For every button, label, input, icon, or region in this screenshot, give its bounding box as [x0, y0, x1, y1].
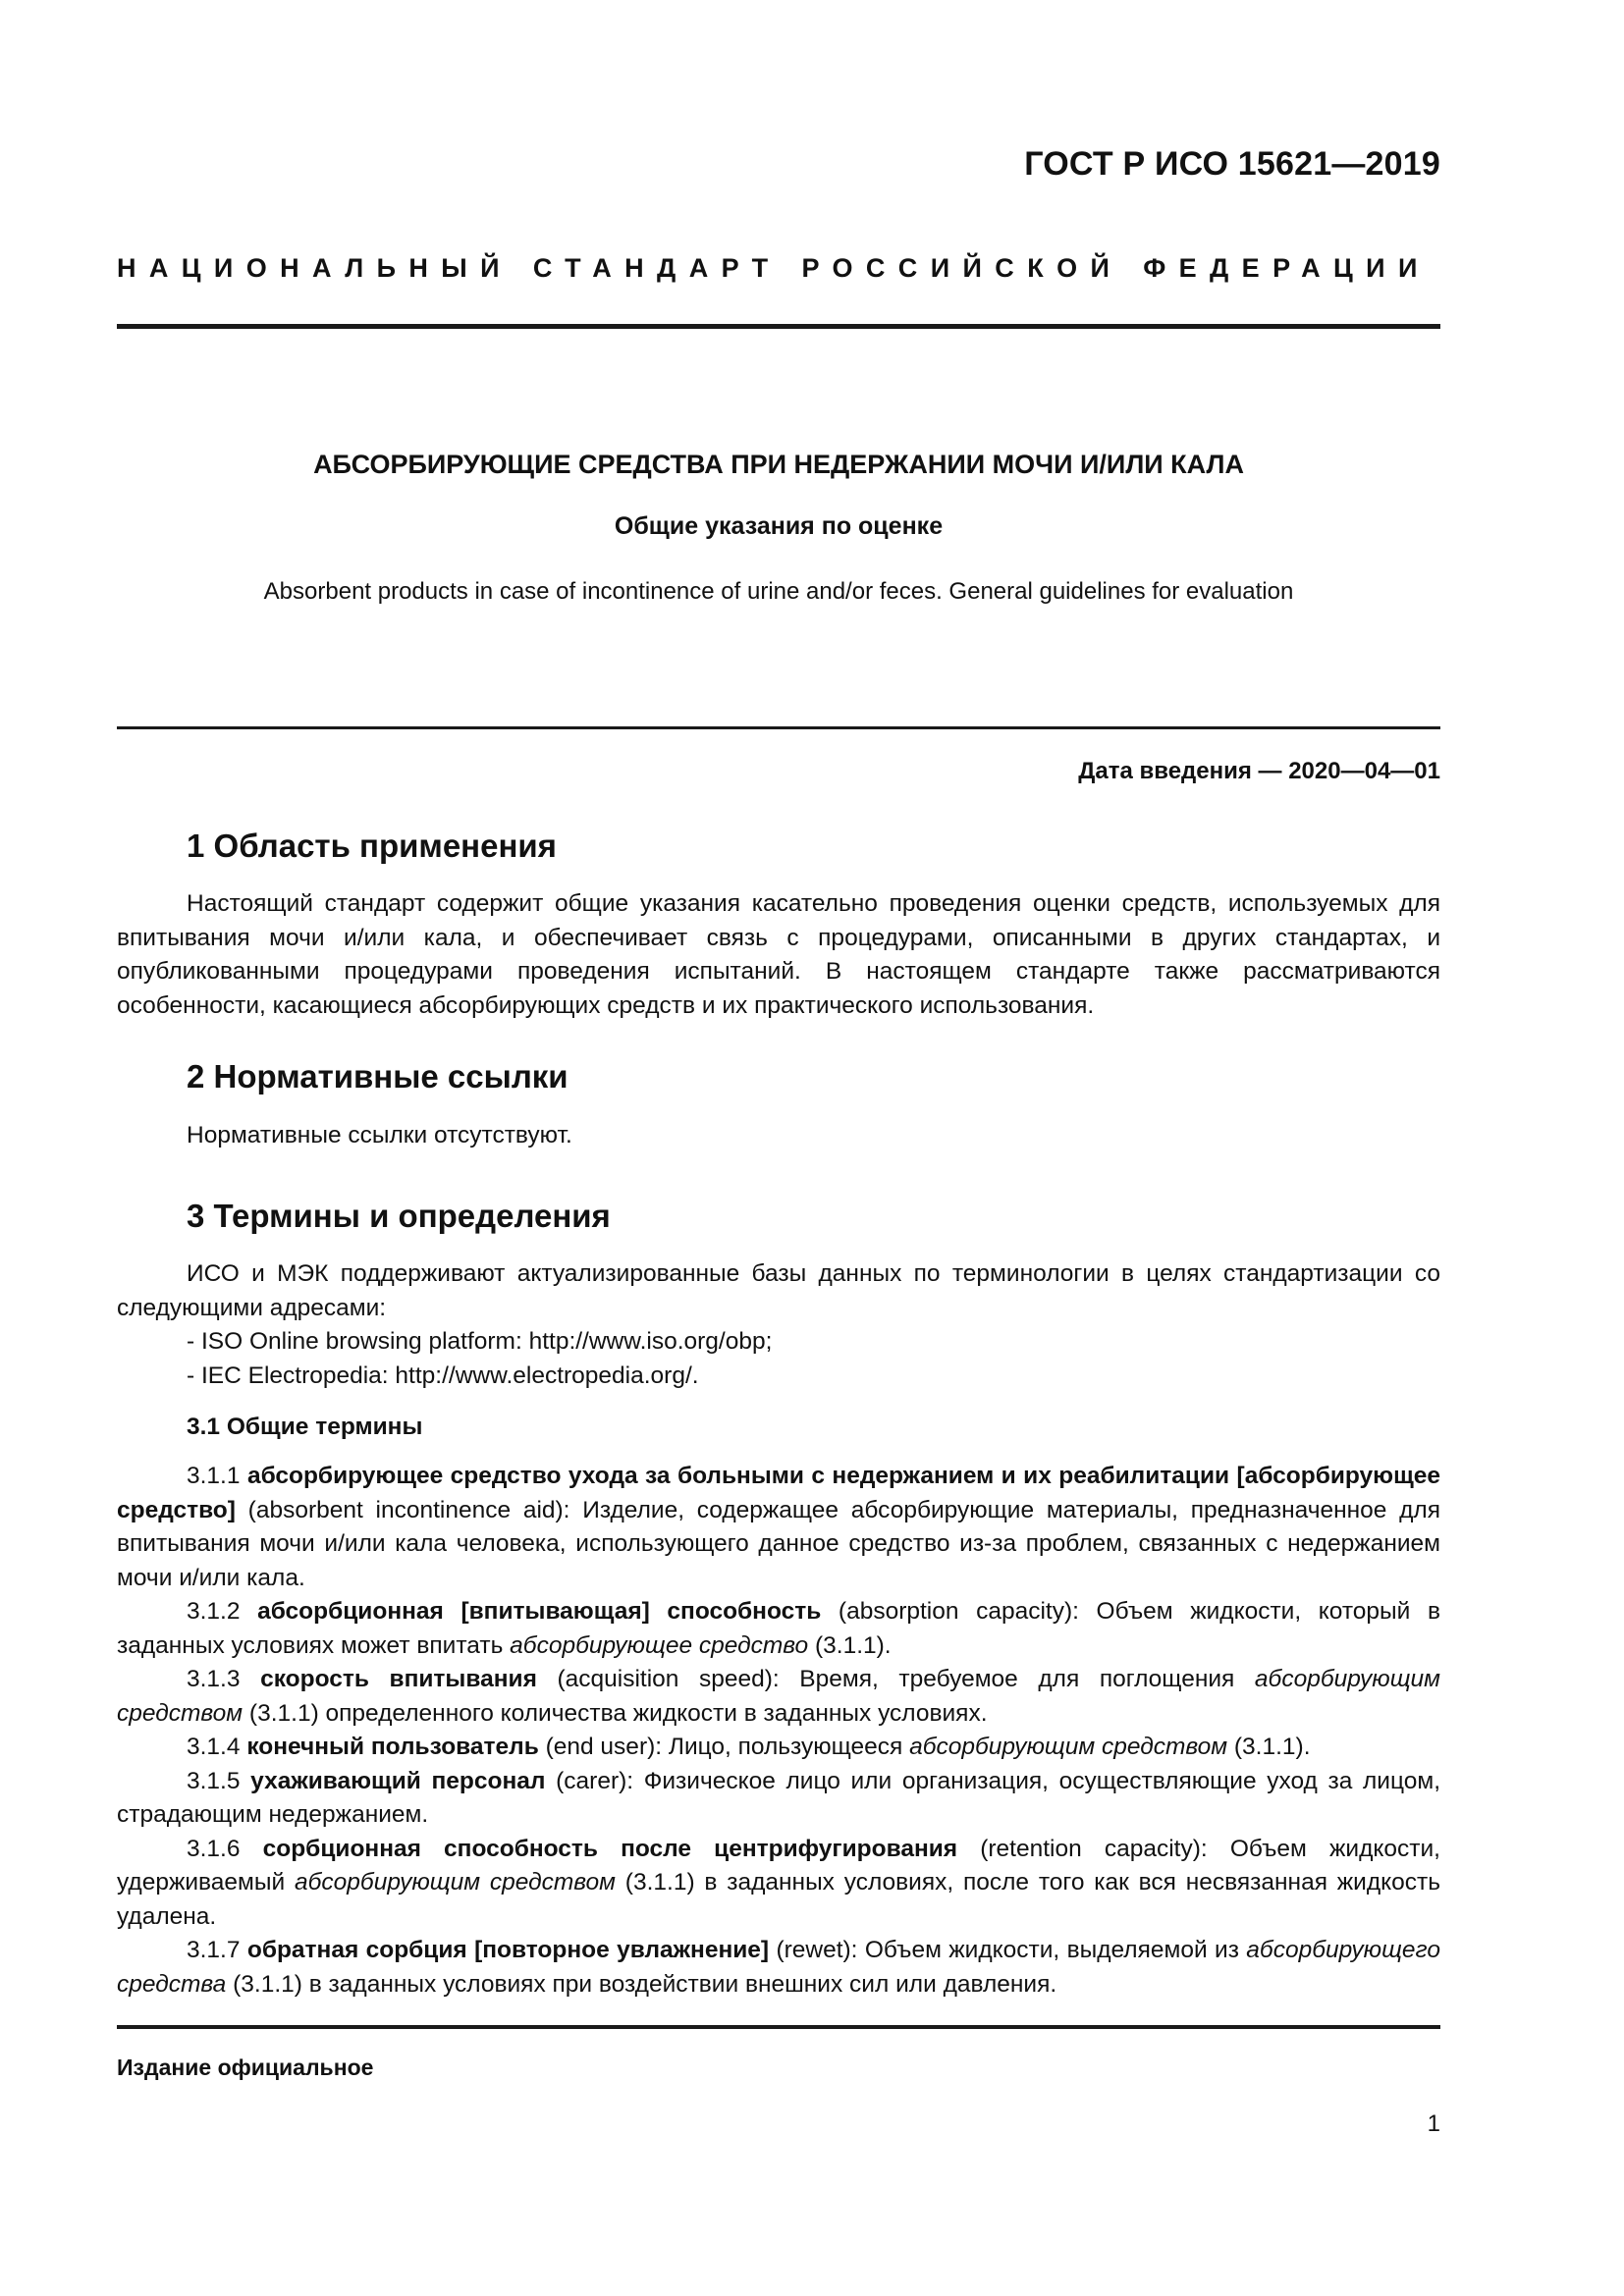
document-title-english: Absorbent products in case of incontinence of urine and/or feces. General guidelines for evaluation [263, 578, 1294, 605]
terms-list [117, 1460, 1440, 2002]
term-number: 3.1.6 [187, 1835, 241, 1862]
list-item: - ISO Online browsing platform: http://www.iso.org/obp; [187, 1328, 773, 1355]
page-number: 1 [1427, 2110, 1440, 2137]
term-definition: Изделие, содержащее абсорбирующие материалы, предназначенное для впитывания мочи и/или кала человека, использующего данное средство из-за проблем, связанных с недержанием мочи и/или кала. [117, 1496, 1440, 1591]
term-english: (acquisition speed): [557, 1666, 780, 1692]
section-3-text: ИСО и МЭК поддерживают актуализированные базы данных по терминологии в целях стандартизации со следующими адресами: [117, 1260, 1440, 1321]
term-number: 3.1.2 [187, 1598, 241, 1625]
term-definition: Физическое лицо или организация, осуществляющие уход за лицом, страдающим недержанием. [117, 1767, 1440, 1828]
term-name: абсорбционная [впитывающая] способность [257, 1598, 822, 1625]
section-3-paragraph [117, 1257, 1440, 1325]
term-entry [117, 1731, 1440, 1765]
list-item: - IEC Electropedia: http://www.electropedia.org/. [187, 1362, 699, 1389]
document-title: АБСОРБИРУЮЩИЕ СРЕДСТВА ПРИ НЕДЕРЖАНИИ МОЧИ И/ИЛИ КАЛА [313, 450, 1244, 479]
term-english: (absorption capacity): [838, 1598, 1079, 1625]
section-1-heading: 1 Область применения [187, 828, 557, 864]
term-english: (end user): [545, 1734, 663, 1760]
section-3-body [117, 1257, 1440, 1393]
term-entry [117, 1595, 1440, 1663]
term-number: 3.1.4 [187, 1734, 241, 1760]
footer-divider [117, 2025, 1440, 2029]
title-divider [117, 726, 1440, 729]
term-definition: Объем жидкости, который в заданных условиях может впитать [117, 1598, 1440, 1659]
section-1-paragraph [117, 887, 1440, 1023]
term-name: обратная сорбция [повторное увлажнение] [246, 1937, 770, 1963]
term-name: конечный пользователь [246, 1734, 539, 1760]
term-entry [117, 1934, 1440, 2002]
term-definition: Время, требуемое для поглощения [779, 1666, 1255, 1692]
term-reference: абсорбирующим средством [909, 1734, 1228, 1760]
header-divider [117, 324, 1440, 329]
introduction-date: Дата введения — 2020—04—01 [1078, 758, 1440, 784]
document-page [117, 0, 1440, 2296]
term-reference: абсорбирующее средство [510, 1631, 809, 1659]
term-definition: Лицо, пользующееся [662, 1734, 910, 1760]
term-number: 3.1.7 [187, 1937, 241, 1963]
term-definition: (3.1.1) определенного количества жидкости в заданных условиях. [243, 1699, 988, 1727]
term-definition: (3.1.1). [1227, 1734, 1311, 1760]
term-definition: Объем жидкости, выделяемой из [857, 1937, 1247, 1963]
term-number: 3.1.3 [187, 1666, 241, 1692]
term-english: (absorbent incontinence aid): [247, 1496, 570, 1523]
subsection-3-1-heading: 3.1 Общие термины [187, 1414, 423, 1440]
term-number: 3.1.1 [187, 1463, 241, 1489]
term-definition: Объем жидкости, удерживаемый [117, 1835, 1440, 1896]
term-name: абсорбирующее средство ухода за больными с недержанием и их реабилитации [абсорбирующее средство] [117, 1463, 1440, 1523]
national-standard-banner: НАЦИОНАЛЬНЫЙ СТАНДАРТ РОССИЙСКОЙ ФЕДЕРАЦИИ [117, 253, 1431, 283]
term-english: (retention capacity): [980, 1835, 1208, 1862]
section-1-text: Настоящий стандарт содержит общие указания касательно проведения оценки средств, используемых для впитывания мочи и/или кала, и обеспечивает связь с процедурами, описанными в других стандартах, и опубликованными процедурами проведения испытаний. В настоящем стандарте также рассматриваются особенности, касающиеся абсорбирующих средств и их практического использования. [117, 890, 1440, 1019]
term-definition: (3.1.1). [808, 1631, 892, 1659]
term-reference: абсорбирующим средством [117, 1666, 1440, 1727]
document-subtitle: Общие указания по оценке [614, 512, 944, 540]
term-name: ухаживающий персонал [250, 1767, 546, 1794]
term-english: (rewet): [776, 1937, 858, 1963]
term-reference: абсорбирующим средством [295, 1869, 616, 1896]
term-entry [117, 1833, 1440, 1935]
term-english: (carer): [556, 1767, 634, 1794]
term-name: скорость впитывания [260, 1666, 537, 1692]
section-2-paragraph: Нормативные ссылки отсутствуют. [187, 1122, 572, 1148]
section-2-heading: 2 Нормативные ссылки [187, 1058, 568, 1095]
term-entry [117, 1663, 1440, 1731]
document-number: ГОСТ Р ИСО 15621—2019 [1024, 145, 1440, 183]
term-reference: абсорбирующего средства [117, 1937, 1440, 1998]
term-name: сорбционная способность после центрифугирования [262, 1835, 958, 1862]
section-3-heading: 3 Термины и определения [187, 1198, 611, 1234]
term-definition: (3.1.1) в заданных условиях, после того как вся несвязанная жидкость удалена. [117, 1869, 1440, 1930]
term-number: 3.1.5 [187, 1767, 241, 1794]
term-definition: (3.1.1) в заданных условиях при воздействии внешних сил или давления. [226, 1970, 1057, 1998]
term-entry [117, 1765, 1440, 1833]
official-edition-label: Издание официальное [117, 2055, 374, 2080]
term-entry [117, 1460, 1440, 1595]
